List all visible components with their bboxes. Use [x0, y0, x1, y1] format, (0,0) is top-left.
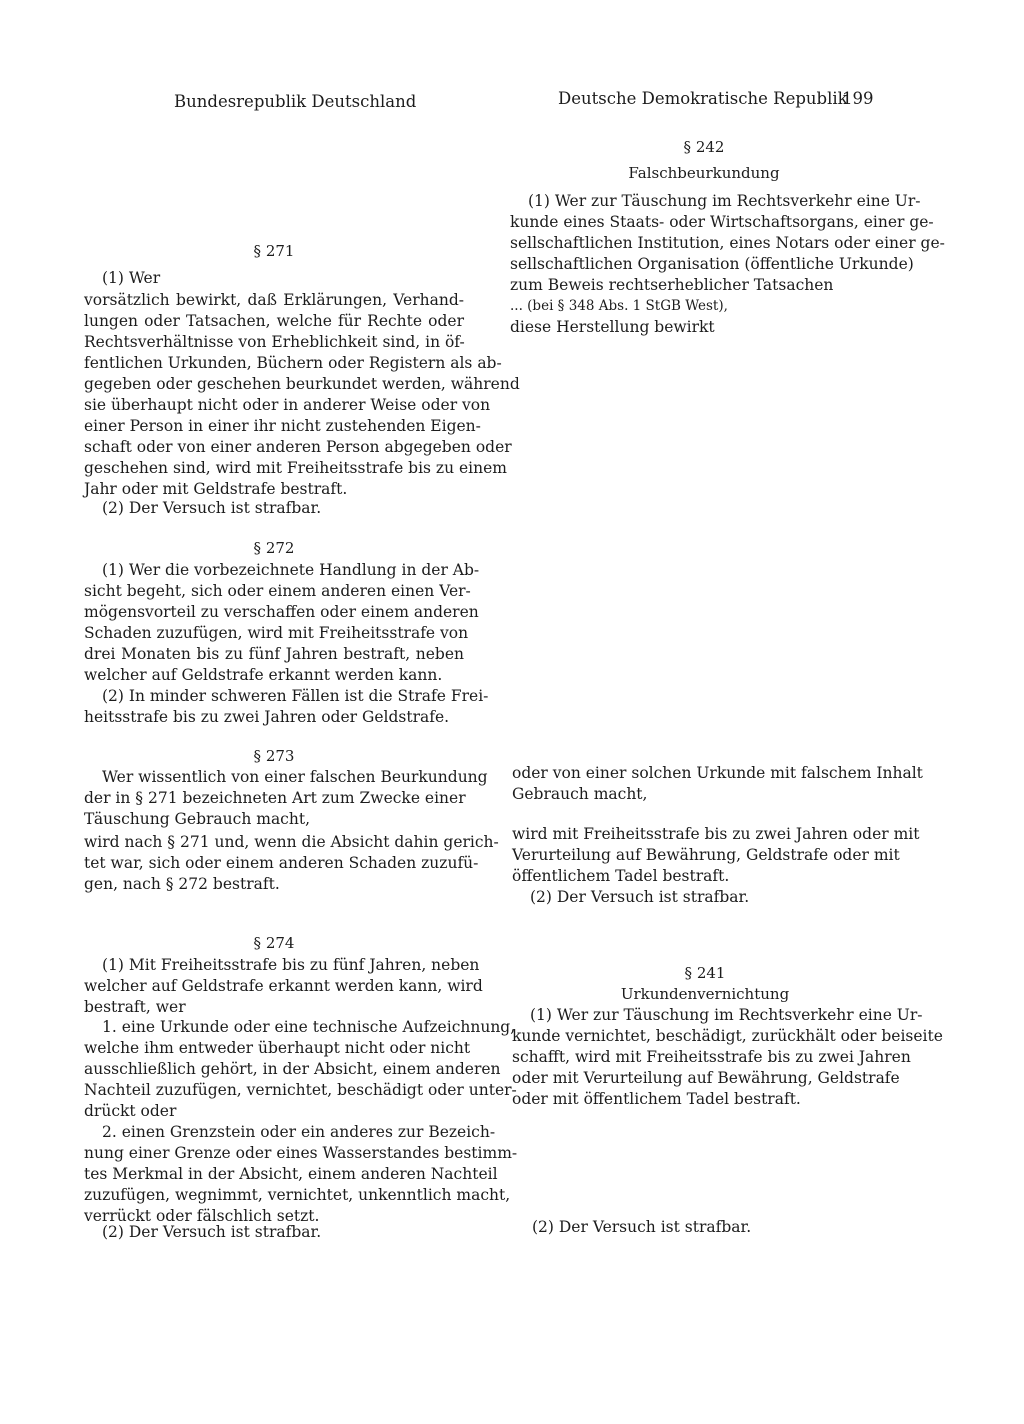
text-line: ausschließlich gehört, in der Absicht, einem anderen: [84, 1060, 501, 1078]
text-line: mögensvorteil zu verschaffen oder einem anderen: [84, 603, 479, 621]
s273-p1: [84, 767, 488, 830]
text-line: Rechtsverhältnisse von Erheblichkeit sind, in öf-: [84, 333, 465, 351]
text-line: Jahr oder mit Geldstrafe bestraft.: [84, 480, 348, 498]
text-line: Täuschung Gebrauch macht,: [84, 810, 311, 828]
s271-p1-intro: (1) Wer: [102, 269, 161, 287]
s272-heading: § 272: [253, 539, 295, 557]
text-line: schaft oder von einer anderen Person abgegeben oder: [84, 438, 512, 456]
s242-p1: [510, 191, 945, 296]
text-line: nung einer Grenze oder eines Wasserstandes bestimm-: [84, 1144, 518, 1162]
header-left-title: Bundesrepublik Deutschland: [174, 92, 417, 111]
s242-penalty: [512, 824, 920, 887]
s274-heading: § 274: [253, 934, 295, 952]
s242-heading: § 242: [683, 138, 725, 156]
text-line: zuzufügen, wegnimmt, vernichtet, unkenntlich macht,: [84, 1186, 511, 1204]
text-line: welche ihm entweder überhaupt nicht oder nicht: [84, 1039, 471, 1057]
text-line: lungen oder Tatsachen, welche für Rechte oder: [84, 312, 464, 330]
text-line: (1) Wer die vorbezeichnete Handlung in der Ab-: [102, 561, 480, 579]
text-line: kunde eines Staats- oder Wirtschaftsorgans, einer ge-: [510, 213, 934, 231]
text-line: wird mit Freiheitsstrafe bis zu zwei Jahren oder mit: [512, 825, 920, 843]
s274-p2: (2) Der Versuch ist strafbar.: [102, 1223, 322, 1241]
text-line: (1) Wer zur Täuschung im Rechtsverkehr eine Ur-: [528, 192, 921, 210]
text-line: öffentlichem Tadel bestraft.: [512, 867, 730, 885]
text-line: oder mit Verurteilung auf Bewährung, Geldstrafe: [512, 1069, 900, 1087]
text-line: heitsstrafe bis zu zwei Jahren oder Geldstrafe.: [84, 708, 450, 726]
s242-p1-continuation: [512, 763, 923, 805]
s272-p2: [84, 686, 489, 728]
text-line: gegeben oder geschehen beurkundet werden, während: [84, 375, 520, 393]
text-line: Schaden zuzufügen, wird mit Freiheitsstrafe von: [84, 624, 469, 642]
text-line: Gebrauch macht,: [512, 785, 648, 803]
text-line: fentlichen Urkunden, Büchern oder Registern als ab-: [84, 354, 502, 372]
s241-title: Urkundenvernichtung: [620, 985, 790, 1003]
text-line: (1) Mit Freiheitsstrafe bis zu fünf Jahren, neben: [102, 956, 480, 974]
text-line: zum Beweis rechtserheblicher Tatsachen: [510, 276, 834, 294]
text-line: Wer wissentlich von einer falschen Beurkundung: [102, 768, 488, 786]
text-line: vorsätzlich bewirkt, daß Erklärungen, Verhand-: [84, 291, 464, 309]
text-line: tes Merkmal in der Absicht, einem anderen Nachteil: [84, 1165, 498, 1183]
text-line: schafft, wird mit Freiheitsstrafe bis zu zwei Jahren: [512, 1048, 911, 1066]
text-line: sellschaftlichen Institution, eines Notars oder einer ge-: [510, 234, 945, 252]
text-line: wird nach § 271 und, wenn die Absicht dahin gerich-: [84, 833, 499, 851]
text-line: sie überhaupt nicht oder in anderer Weise oder von: [84, 396, 491, 414]
text-line: geschehen sind, wird mit Freiheitsstrafe bis zu einem: [84, 459, 507, 477]
s273-p2: [84, 832, 499, 895]
s272-p1: [84, 560, 480, 686]
s273-heading: § 273: [253, 747, 295, 765]
text-line: 2. einen Grenzstein oder ein anderes zur Bezeich-: [102, 1123, 496, 1141]
text-line: verrückt oder fälschlich setzt.: [84, 1207, 320, 1225]
text-line: gen, nach § 272 bestraft.: [84, 875, 280, 893]
page-number: 199: [842, 89, 874, 108]
text-line: Nachteil zuzufügen, vernichtet, beschädigt oder unter-: [84, 1081, 517, 1099]
s241-p2: (2) Der Versuch ist strafbar.: [532, 1218, 752, 1236]
s242-note-west: ... (bei § 348 Abs. 1 StGB West),: [510, 298, 728, 314]
s271-p1-body: [84, 290, 520, 500]
s241-p1: [512, 1005, 943, 1110]
text-line: oder mit öffentlichem Tadel bestraft.: [512, 1090, 801, 1108]
text-line: drückt oder: [84, 1102, 177, 1120]
text-line: Verurteilung auf Bewährung, Geldstrafe oder mit: [512, 846, 900, 864]
s271-p2: (2) Der Versuch ist strafbar.: [102, 499, 322, 517]
text-line: welcher auf Geldstrafe erkannt werden kann.: [84, 666, 443, 684]
s242-p2: (2) Der Versuch ist strafbar.: [530, 888, 750, 906]
s271-heading: § 271: [253, 242, 295, 260]
s274-p1: [84, 955, 483, 1018]
text-line: einer Person in einer ihr nicht zustehenden Eigen-: [84, 417, 481, 435]
text-line: der in § 271 bezeichneten Art zum Zwecke einer: [84, 789, 466, 807]
s274-item-1: [84, 1017, 517, 1122]
header-right-title: Deutsche Demokratische Republik: [558, 89, 848, 108]
text-line: kunde vernichtet, beschädigt, zurückhält oder beiseite: [512, 1027, 943, 1045]
text-line: tet war, sich oder einem anderen Schaden zuzufü-: [84, 854, 479, 872]
text-line: welcher auf Geldstrafe erkannt werden kann, wird: [84, 977, 483, 995]
s242-title: Falschbeurkundung: [628, 164, 780, 182]
text-line: oder von einer solchen Urkunde mit falschem Inhalt: [512, 764, 923, 782]
s274-item-2: [84, 1122, 518, 1227]
text-line: drei Monaten bis zu fünf Jahren bestraft, neben: [84, 645, 464, 663]
s241-heading: § 241: [684, 964, 726, 982]
text-line: (1) Wer zur Täuschung im Rechtsverkehr eine Ur-: [530, 1006, 923, 1024]
text-line: sellschaftlichen Organisation (öffentliche Urkunde): [510, 255, 914, 273]
text-line: (2) In minder schweren Fällen ist die Strafe Frei-: [102, 687, 489, 705]
text-line: bestraft, wer: [84, 998, 186, 1016]
text-line: sicht begeht, sich oder einem anderen einen Ver-: [84, 582, 471, 600]
s242-p1-end: diese Herstellung bewirkt: [510, 318, 715, 336]
text-line: 1. eine Urkunde oder eine technische Aufzeichnung,: [102, 1018, 516, 1036]
